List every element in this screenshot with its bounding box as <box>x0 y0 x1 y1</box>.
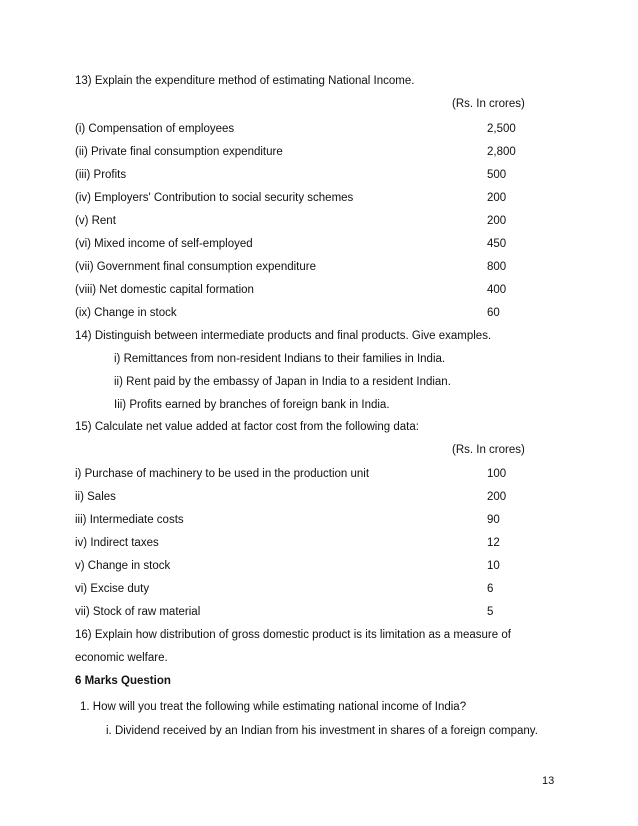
q13-row-label: (iv) Employers' Contribution to social security schemes <box>75 192 354 204</box>
six-marks-q1: 1. How will you treat the following while estimating national income of India? <box>80 701 467 713</box>
q15-row <box>0 511 638 529</box>
q15-row <box>0 488 638 506</box>
q13-row-value: 800 <box>487 261 507 273</box>
q15-row-value: 6 <box>487 583 494 595</box>
six-marks-q1-i: i. Dividend received by an Indian from his investment in shares of a foreign company. <box>106 725 538 737</box>
q15-row <box>0 557 638 575</box>
six-marks-heading: 6 Marks Question <box>75 675 171 687</box>
q13-row-label: (vi) Mixed income of self-employed <box>75 238 253 250</box>
q14-item <box>0 373 638 391</box>
six-marks-heading-line <box>0 672 638 690</box>
q13-row-label: (vii) Government final consumption expenditure <box>75 261 316 273</box>
q13-row-label: (viii) Net domestic capital formation <box>75 284 254 296</box>
q13-row-value: 2,500 <box>487 123 516 135</box>
q13-unit: (Rs. In crores) <box>452 98 525 110</box>
q14-question-line <box>0 327 638 345</box>
q16-line-1 <box>0 626 638 644</box>
q13-row-label: (v) Rent <box>75 215 116 227</box>
q15-row-label: vi) Excise duty <box>75 583 150 595</box>
q13-row-value: 200 <box>487 215 507 227</box>
q15-row <box>0 534 638 552</box>
q16-text-1: 16) Explain how distribution of gross domestic product is its limitation as a measure of <box>75 629 511 641</box>
q14-item <box>0 396 638 414</box>
q15-row-value: 5 <box>487 606 494 618</box>
q14-question: 14) Distinguish between intermediate products and final products. Give examples. <box>75 330 492 342</box>
q13-row-value: 2,800 <box>487 146 516 158</box>
q14-item-text: Iii) Profits earned by branches of foreign bank in India. <box>114 399 390 411</box>
q15-row-label: iv) Indirect taxes <box>75 537 159 549</box>
page-number: 13 <box>542 775 555 787</box>
q15-row-label: ii) Sales <box>75 491 116 503</box>
q14-item-text: ii) Rent paid by the embassy of Japan in India to a resident Indian. <box>114 376 451 388</box>
q13-row-value: 60 <box>487 307 500 319</box>
q16-text-2: economic welfare. <box>75 652 168 664</box>
six-marks-q1-line <box>0 698 638 716</box>
q14-item <box>0 350 638 368</box>
q14-item-text: i) Remittances from non-resident Indians to their families in India. <box>114 353 446 365</box>
q15-question-line <box>0 418 638 436</box>
q13-row <box>0 235 638 253</box>
q13-row-label: (iii) Profits <box>75 169 127 181</box>
q15-question: 15) Calculate net value added at factor cost from the following data: <box>75 421 419 433</box>
q16-line-2 <box>0 649 638 667</box>
q13-row <box>0 304 638 322</box>
q15-unit: (Rs. In crores) <box>452 444 525 456</box>
q15-unit-line <box>0 441 638 459</box>
q13-row <box>0 189 638 207</box>
q15-row-label: i) Purchase of machinery to be used in the production unit <box>75 468 370 480</box>
q15-row-label: vii) Stock of raw material <box>75 606 201 618</box>
q13-row <box>0 143 638 161</box>
q13-row-value: 400 <box>487 284 507 296</box>
q13-unit-line <box>0 95 638 113</box>
q13-row-label: (i) Compensation of employees <box>75 123 235 135</box>
q13-row-value: 450 <box>487 238 507 250</box>
q15-row <box>0 465 638 483</box>
q13-row <box>0 120 638 138</box>
q15-row <box>0 603 638 621</box>
q15-row <box>0 580 638 598</box>
q13-row-value: 200 <box>487 192 507 204</box>
q13-row <box>0 212 638 230</box>
q13-question: 13) Explain the expenditure method of estimating National Income. <box>75 75 415 87</box>
q15-row-value: 10 <box>487 560 500 572</box>
q13-row <box>0 166 638 184</box>
q13-row <box>0 281 638 299</box>
q13-question-line <box>0 72 638 90</box>
q13-row-label: (ii) Private final consumption expenditure <box>75 146 283 158</box>
q13-row <box>0 258 638 276</box>
q15-row-label: iii) Intermediate costs <box>75 514 184 526</box>
q15-row-value: 200 <box>487 491 507 503</box>
q13-row-value: 500 <box>487 169 507 181</box>
six-marks-q1-i-line <box>0 722 638 740</box>
q15-row-value: 100 <box>487 468 507 480</box>
q15-row-label: v) Change in stock <box>75 560 171 572</box>
q15-row-value: 90 <box>487 514 500 526</box>
q13-row-label: (ix) Change in stock <box>75 307 177 319</box>
q15-row-value: 12 <box>487 537 500 549</box>
